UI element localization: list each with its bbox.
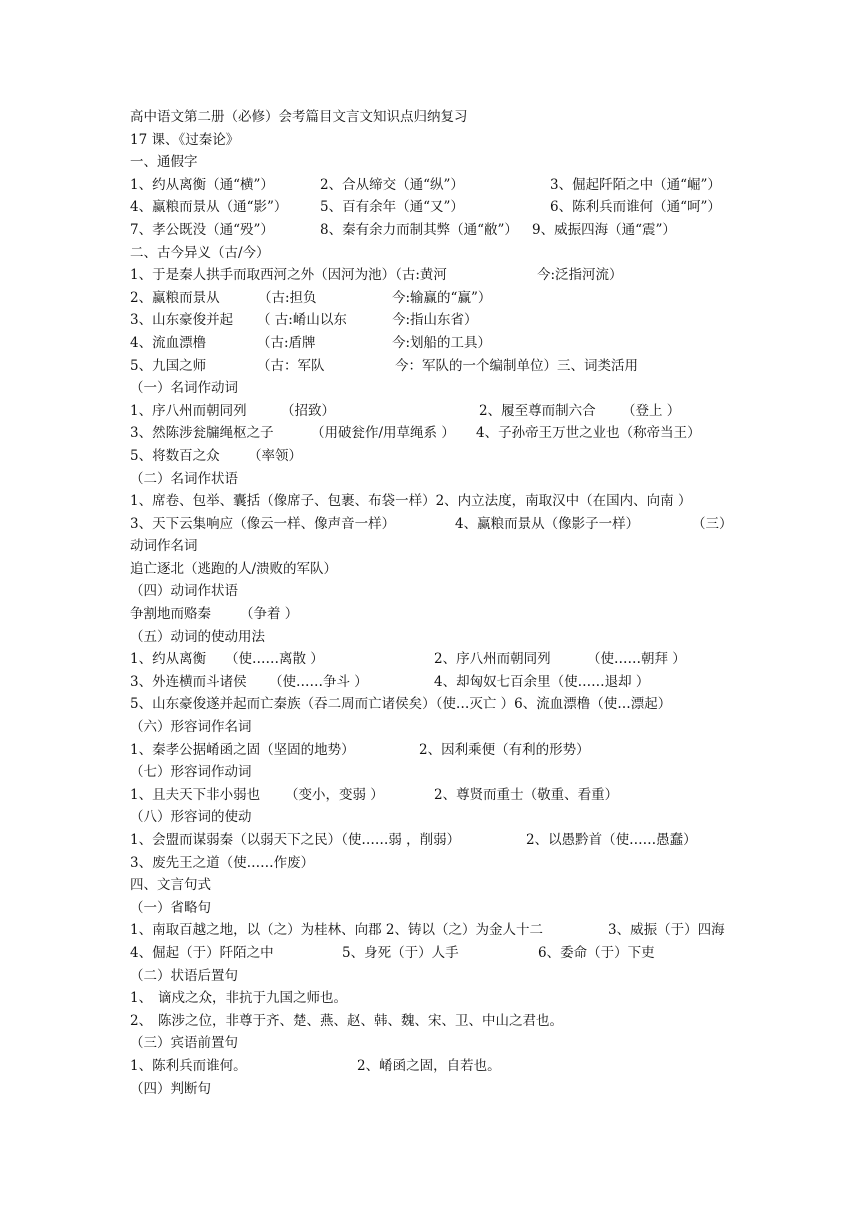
line-gj-2 (130, 287, 740, 310)
line-segment: 3、废先王之道（使……作废） (130, 854, 315, 871)
content-lines (130, 151, 740, 1100)
line-segment: （古:盾牌 (257, 334, 316, 351)
line-segment: 2、履至尊而制六合 (479, 402, 596, 419)
line-segment: 6、陈利兵而谁何（通“呵”） (550, 199, 721, 216)
line-dm-1 (130, 558, 740, 581)
line-segment: 7、孝公既没（通“殁”） (130, 221, 274, 238)
line-segment: （四）判断句 (130, 1080, 211, 1097)
line-segment: 2、合从缔交（通“纵”） (320, 176, 464, 193)
line-h-gujin (130, 242, 740, 265)
line-sd-1 (130, 648, 740, 671)
line-segment: 4、赢粮而景从（通“影”） (130, 199, 288, 216)
line-h-8 (130, 806, 740, 829)
line-segment: 1、南取百越之地，以（之）为桂林、向郡 2、铸以（之）为金人十二 (130, 922, 543, 939)
line-segment: （用破瓮作/用草绳系 ） (311, 425, 455, 442)
line-dz-1 (130, 603, 740, 626)
line-segment: 5、山东豪俊遂并起而亡秦族（吞二周而亡诸侯矣）（使…灭亡 ）6、流血漂橹（使…漂起） (130, 696, 672, 713)
line-segment: 4、赢粮而景从（像影子一样） (455, 515, 640, 532)
line-segment: 动词作名词 (130, 538, 198, 555)
line-sl-1 (130, 919, 740, 942)
document-body (130, 106, 740, 1100)
line-h-jushi (130, 874, 740, 897)
line-gj-4 (130, 332, 740, 355)
line-segment: 3、山东豪俊并起 (130, 312, 234, 329)
line-segment: （二）名词作状语 (130, 470, 238, 487)
line-segment: 1、序八州而朝同列 (130, 402, 247, 419)
line-h-tongjia (130, 151, 740, 174)
line-xs-2 (130, 852, 740, 875)
line-segment: 5、将数百之众 (130, 447, 220, 464)
line-segment: 4、倔起（于）阡陌之中 (130, 944, 274, 961)
line-xs-1 (130, 829, 740, 852)
line-gj-1 (130, 264, 740, 287)
line-segment: 今：军队的一个编制单位）三、词类活用 (395, 357, 638, 374)
line-segment: 1、陈利兵而谁何。 (130, 1057, 247, 1074)
line-segment: （使……争斗 ） (269, 673, 368, 690)
line-segment: （使……朝拜 ） (587, 651, 686, 668)
line-segment: （使……离散 ） (225, 651, 324, 668)
line-segment: 陈涉之位，非尊于齐、楚、燕、赵、韩、魏、宋、卫、中山之君也。 (158, 1012, 563, 1029)
line-segment: 一、通假字 (130, 154, 198, 171)
line-h-1 (130, 377, 740, 400)
line-segment: 5、百有余年（通“又”） (320, 199, 464, 216)
line-segment: 1、会盟而谋弱秦（以弱天下之民）（使……弱 ，削弱） (130, 832, 461, 848)
line-xd-1 (130, 784, 740, 807)
line-h-6 (130, 716, 740, 739)
line-segment: 1、秦孝公据崤函之固（坚固的地势） (130, 741, 355, 758)
line-h-3 (130, 535, 740, 558)
line-segment: 1、 (130, 990, 153, 1007)
line-bq-1 (130, 1055, 740, 1078)
line-tj-1 (130, 174, 740, 197)
line-segment: 今:划船的工具） (392, 334, 492, 351)
line-segment: 1、且夫天下非小弱也 (130, 786, 261, 803)
line-segment: （争着 ） (240, 606, 299, 623)
line-gj-3 (130, 309, 740, 332)
line-h-7 (130, 761, 740, 784)
line-segment: 1、约从离衡 (130, 651, 207, 668)
line-segment: 争割地而赂秦 (130, 606, 211, 623)
line-h-js4 (130, 1078, 740, 1101)
line-segment: （ 古:崤山以东 (257, 312, 347, 329)
line-mc-1 (130, 400, 740, 423)
line-segment: 追亡逐北（逃跑的人/溃败的军队） (130, 560, 338, 577)
line-zh-2 (130, 1010, 740, 1033)
line-segment: 2、以愚黔首（使……愚蠢） (526, 832, 697, 848)
line-h-js2 (130, 965, 740, 988)
line-segment: 4、子孙帝王万世之业也（称帝当王） (476, 425, 701, 442)
line-h-js3 (130, 1032, 740, 1055)
line-sl-2 (130, 942, 740, 965)
line-tj-2 (130, 196, 740, 219)
line-h-5 (130, 626, 740, 649)
line-segment: 3、威振（于）四海 (608, 922, 725, 939)
line-segment: （六）形容词作名词 (130, 719, 252, 736)
line-tj-3 (130, 219, 740, 242)
line-segment: 2、因利乘便（有利的形势） (419, 741, 590, 758)
line-h-js1 (130, 897, 740, 920)
line-segment: （古：军队 (257, 357, 325, 374)
line-segment: 5、九国之师 (130, 357, 207, 374)
line-segment: 4、却匈奴七百余里（使……退却 ） (434, 673, 650, 690)
line-xm-1 (130, 739, 740, 762)
line-segment: 3、然陈涉瓮牖绳枢之子 (130, 425, 274, 442)
line-segment: 2、崤函之固，自若也。 (357, 1057, 501, 1074)
line-sd-2 (130, 671, 740, 694)
line-segment: 8、秦有余力而制其弊（通“敝”） (320, 221, 518, 238)
line-segment: 3、倔起阡陌之中（通“崛”） (550, 176, 721, 193)
lesson-heading: 17 课、《过秦论》 (130, 131, 240, 148)
line-segment: （一）省略句 (130, 899, 211, 916)
line-mc-2 (130, 422, 740, 445)
line-segment: （招致） (281, 402, 335, 419)
line-segment: 1、约从离衡（通“横”） (130, 176, 274, 193)
line-segment: 二、古今异义（古/今） (130, 244, 270, 261)
line-segment: （古:担负 (258, 289, 317, 306)
line-segment: （七）形容词作动词 (130, 764, 252, 781)
line-segment: 1、于是秦人拱手而取西河之外（因河为池）（古:黄河 (130, 267, 447, 284)
line-segment: （登上 ） (622, 402, 681, 419)
line-segment: 4、流血漂橹 (130, 334, 207, 351)
line-sd-3 (130, 693, 740, 716)
line-segment: 9、威振四海（通“震”） (532, 221, 676, 238)
line-segment: 谪戍之众，非抗于九国之师也。 (158, 990, 347, 1007)
line-segment: 3、天下云集响应（像云一样、像声音一样） (130, 515, 396, 532)
line-segment: （三）宾语前置句 (130, 1035, 238, 1052)
line-segment: （变小，变弱 ） (285, 786, 384, 803)
line-segment: 今:指山东省） (392, 312, 478, 329)
line-segment: （五）动词的使动用法 (130, 628, 265, 645)
line-segment: 2、尊贤而重士（敬重、看重） (434, 786, 619, 803)
line-segment: （一）名词作动词 (130, 380, 238, 397)
line-segment: （四）动词作状语 (130, 583, 238, 600)
line-segment: 6、委命（于）下吏 (538, 944, 655, 961)
line-segment: （二）状语后置句 (130, 967, 238, 984)
line-segment: 1、席卷、包举、囊括（像席子、包裹、布袋一样）2、内立法度，南取汉中（在国内、向南 ） (130, 493, 692, 510)
line-segment: （三） (692, 515, 733, 532)
line-zy-1 (130, 490, 740, 513)
line-segment: 3、外连横而斗诸侯 (130, 673, 247, 690)
line-segment: 四、文言句式 (130, 877, 211, 894)
line-segment: （八）形容词的使动 (130, 809, 252, 826)
document-title: 高中语文第二册（必修）会考篇目文言文知识点归纳复习 (130, 109, 468, 125)
line-segment: 5、身死（于）人手 (342, 944, 459, 961)
line-gj-5 (130, 355, 740, 378)
line-h-2 (130, 468, 740, 491)
line-segment: 2、序八州而朝同列 (434, 651, 551, 668)
line-h-4 (130, 580, 740, 603)
line-segment: 2、 (130, 1012, 153, 1029)
line-segment: 今:泛指河流） (537, 267, 623, 284)
line-zh-1 (130, 987, 740, 1010)
line-segment: 2、赢粮而景从 (130, 289, 220, 306)
line-segment: （率领） (248, 447, 302, 464)
line-mc-3 (130, 445, 740, 468)
line-segment: 今:输赢的“赢”） (392, 289, 492, 306)
line-zy-2 (130, 513, 740, 536)
